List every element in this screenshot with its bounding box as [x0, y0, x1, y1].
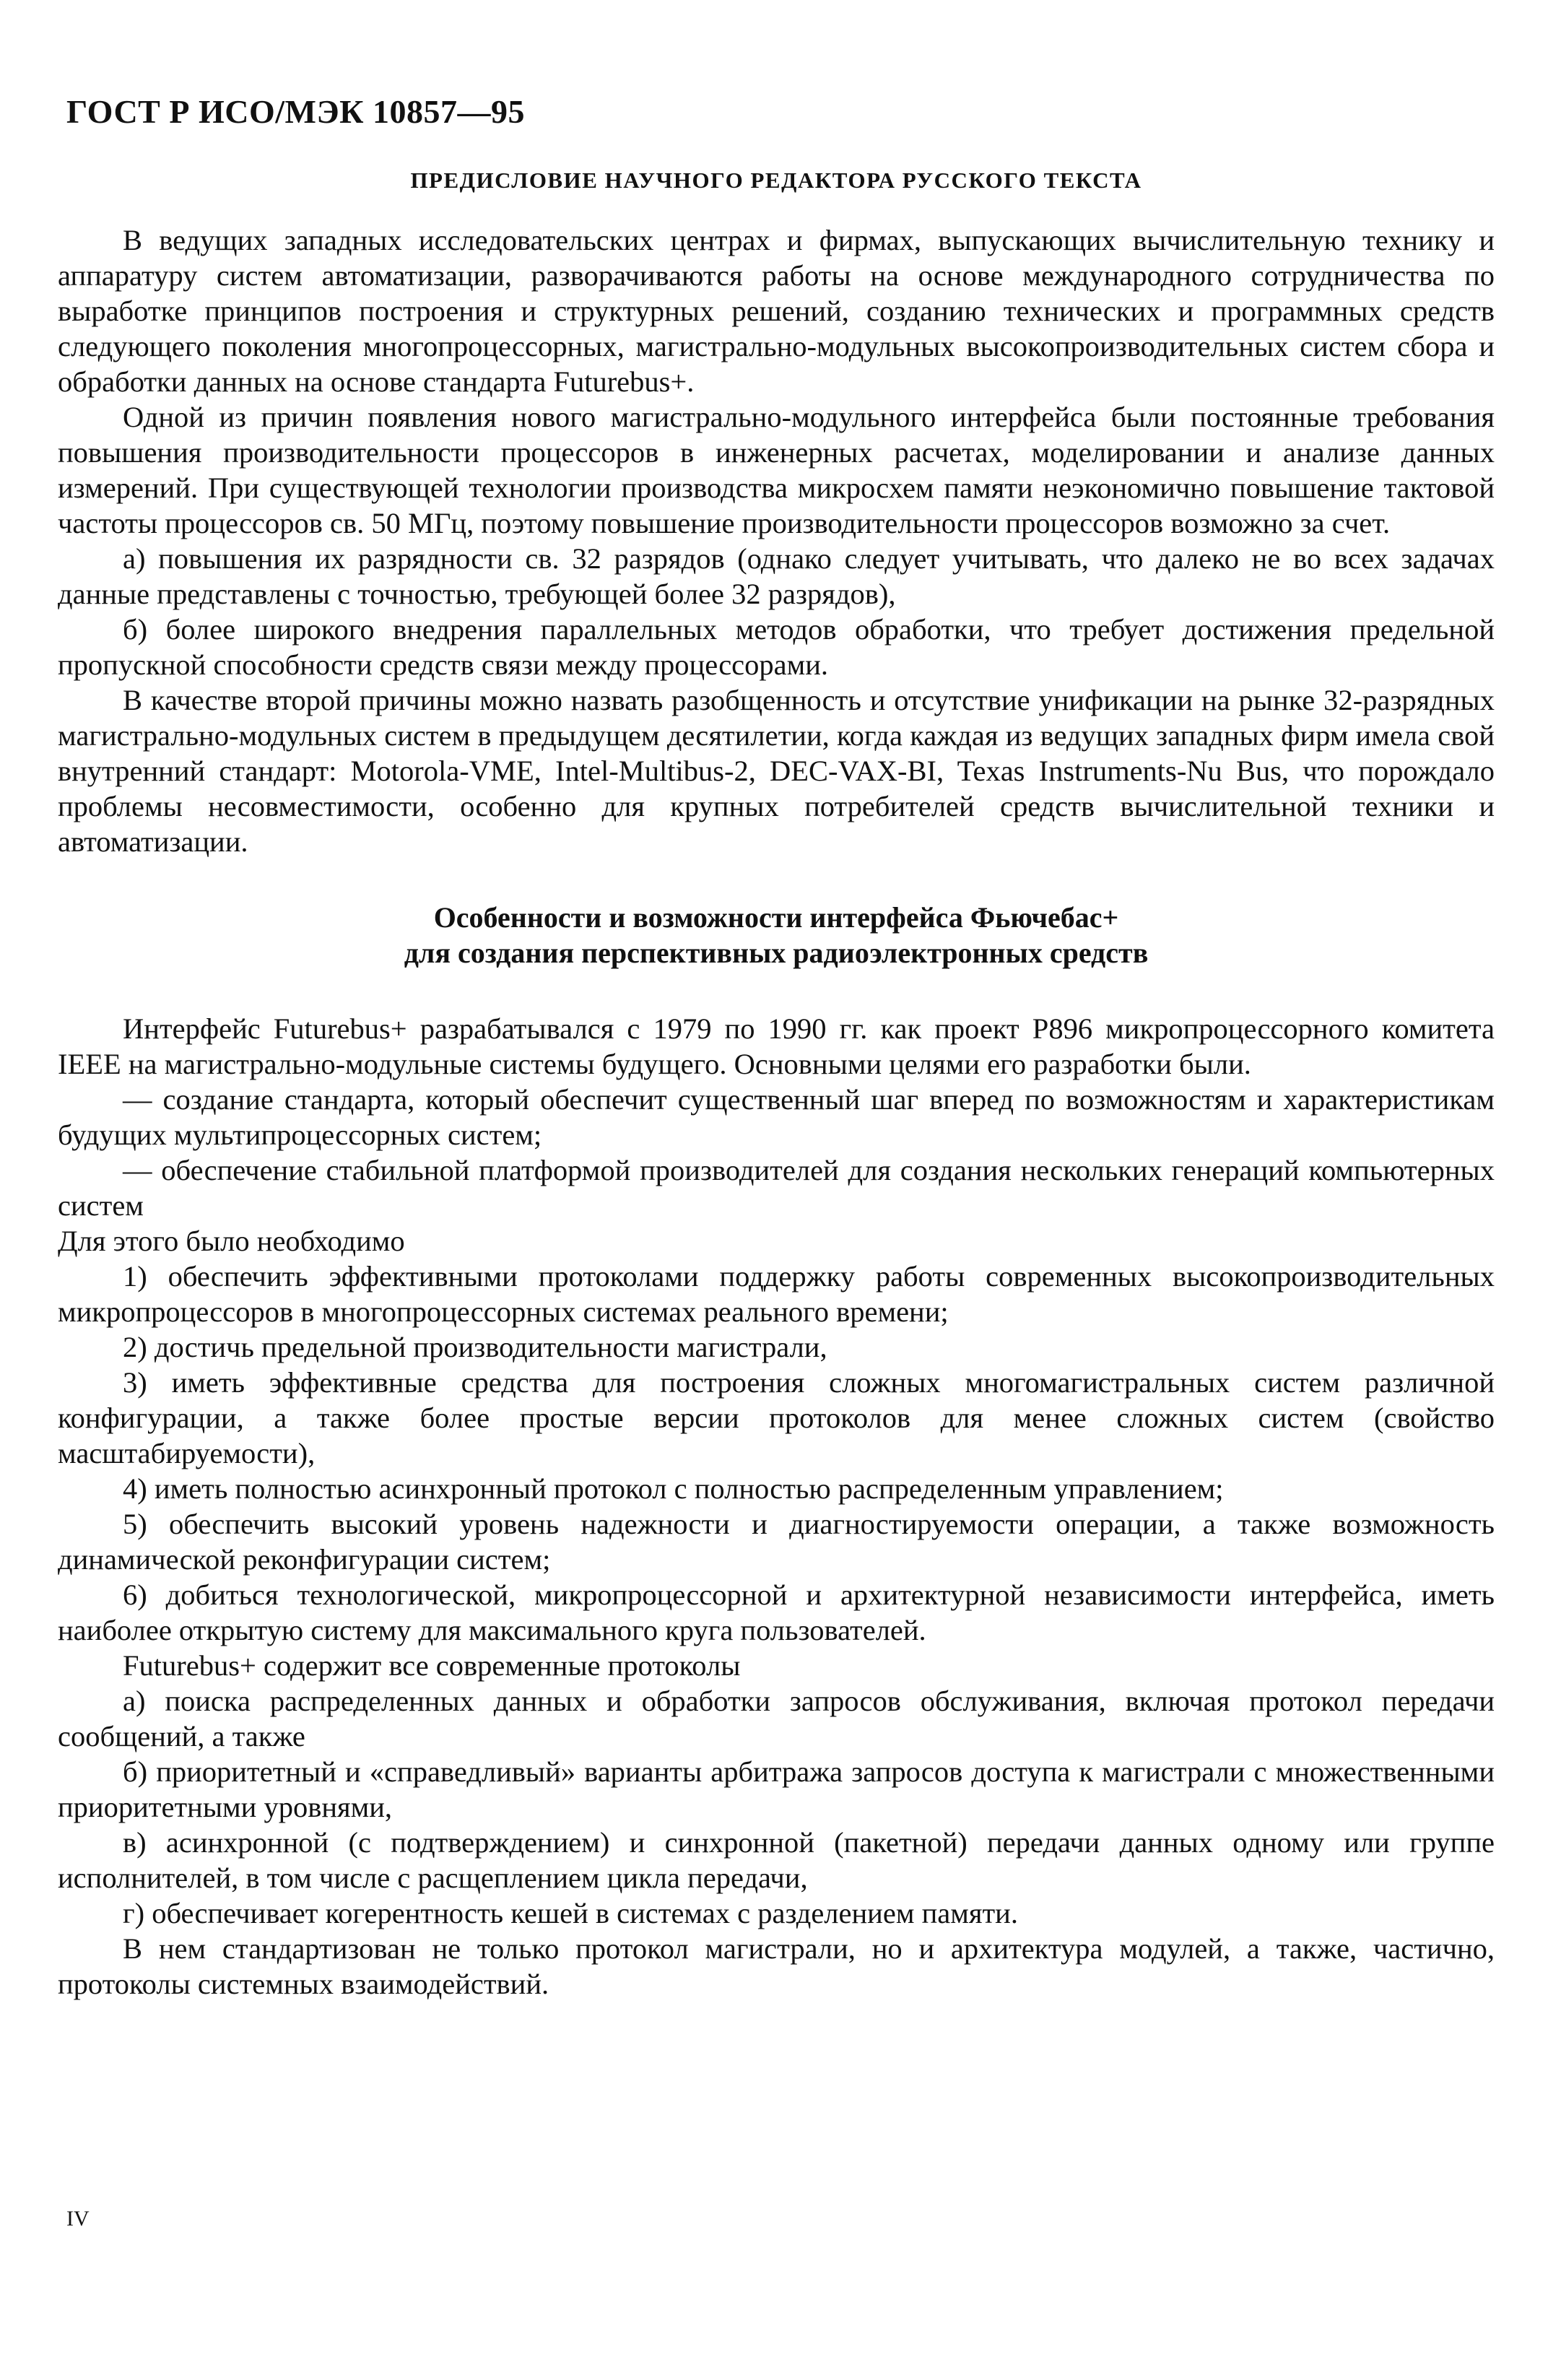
paragraph: а) повышения их разрядности св. 32 разрядов (однако следует учитывать, что далеко не во всех задачах данные представлены с точностью, требующей более 32 разрядов), — [58, 542, 1495, 610]
paragraph: в) асинхронной (с подтверждением) и синхронной (пакетной) передачи данных одному или группе исполнителей, в том числе с расщеплением цикла передачи, — [58, 1826, 1495, 1894]
paragraph: Одной из причин появления нового магистрально-модульного интерфейса были постоянные требования повышения производительности процессоров в инженерных расчетах, моделировании и анализе данных измерений. При существующей технологии производства микросхем памяти неэкономично повышение тактовой частоты процессоров св. 50 МГц, поэтому повышение производительности процессоров возможно за счет. — [58, 401, 1495, 539]
paragraph: 1) обеспечить эффективными протоколами поддержку работы современных высокопроизводительных микропроцессоров в многопроцессорных системах реального времени; — [58, 1260, 1495, 1328]
section-title — [58, 900, 1495, 970]
section-title-line-2: для создания перспективных радиоэлектронных средств — [404, 937, 1149, 969]
preface-title: ПРЕДИСЛОВИЕ НАУЧНОГО РЕДАКТОРА РУССКОГО ТЕКСТА — [410, 168, 1142, 193]
paragraph: В ведущих западных исследовательских центрах и фирмах, выпускающих вычислительную технику и аппаратуру систем автоматизации, разворачиваются работы на основе международного сотрудничества по выработке принципов построения и структурных решений, созданию технических и программных средств следующего поколения многопроцессорных, магистрально-модульных высокопроизводительных систем сбора и обработки данных на основе стандарта Futurebus+. — [58, 224, 1495, 398]
paragraph: Интерфейс Futurebus+ разрабатывался с 1979 по 1990 гг. как проект P896 микропроцессорного комитета IEEE на магистрально-модульные системы будущего. Основными целями его разработки были. — [58, 1012, 1495, 1080]
paragraph: Для этого было необходимо — [58, 1225, 405, 1257]
document-header: ГОСТ Р ИСО/МЭК 10857—95 — [66, 93, 525, 130]
paragraph: б) приоритетный и «справедливый» варианты арбитража запросов доступа к магистрали с множественными приоритетными уровнями, — [58, 1755, 1495, 1823]
paragraph: — создание стандарта, который обеспечит существенный шаг вперед по возможностям и характеристикам будущих мультипроцессорных систем; — [58, 1083, 1495, 1151]
paragraph: В нем стандартизован не только протокол магистрали, но и архитектура модулей, а также, частично, протоколы системных взаимодействий. — [58, 1932, 1495, 2000]
paragraph: 3) иметь эффективные средства для построения сложных многомагистральных систем различной конфигурации, а также более простые версии протоколов для менее сложных систем (свойство масштабируемости), — [58, 1366, 1495, 1469]
paragraph: а) поиска распределенных данных и обработки запросов обслуживания, включая протокол передачи сообщений, а также — [58, 1685, 1495, 1753]
paragraph: — обеспечение стабильной платформой производителей для создания нескольких генераций компьютерных систем — [58, 1154, 1495, 1222]
page-number: IV — [66, 2207, 90, 2231]
section-body — [58, 1011, 1495, 2002]
paragraph: г) обеспечивает когерентность кешей в системах с разделением памяти. — [123, 1897, 1018, 1929]
paragraph: 6) добиться технологической, микропроцессорной и архитектурной независимости интерфейса, иметь наиболее открытую систему для максимального круга пользователей. — [58, 1578, 1495, 1646]
preface-body — [58, 222, 1495, 859]
paragraph: 2) достичь предельной производительности магистрали, — [123, 1331, 827, 1363]
paragraph: В качестве второй причины можно назвать разобщенность и отсутствие унификации на рынке 32-разрядных магистрально-модульных систем в предыдущем десятилетии, когда каждая из ведущих западных фирм имела свой внутренний стандарт: Motorola-VME, Intel-Multibus-2, DEC-VAX-BI, Texas Instruments-Nu Bus, что порождало проблемы несовместимости, особенно для крупных потребителей средств вычислительной техники и автоматизации. — [58, 684, 1495, 858]
paragraph: 4) иметь полностью асинхронный протокол с полностью распределенным управлением; — [123, 1472, 1224, 1505]
paragraph: Futurebus+ содержит все современные протоколы — [123, 1649, 741, 1682]
section-title-line-1: Особенности и возможности интерфейса Фьючебас+ — [433, 901, 1119, 934]
paragraph: 5) обеспечить высокий уровень надежности и диагностируемости операции, а также возможность динамической реконфигурации систем; — [58, 1508, 1495, 1576]
paragraph: б) более широкого внедрения параллельных методов обработки, что требует достижения предельной пропускной способности средств связи между процессорами. — [58, 613, 1495, 681]
page-content — [58, 168, 1495, 2002]
